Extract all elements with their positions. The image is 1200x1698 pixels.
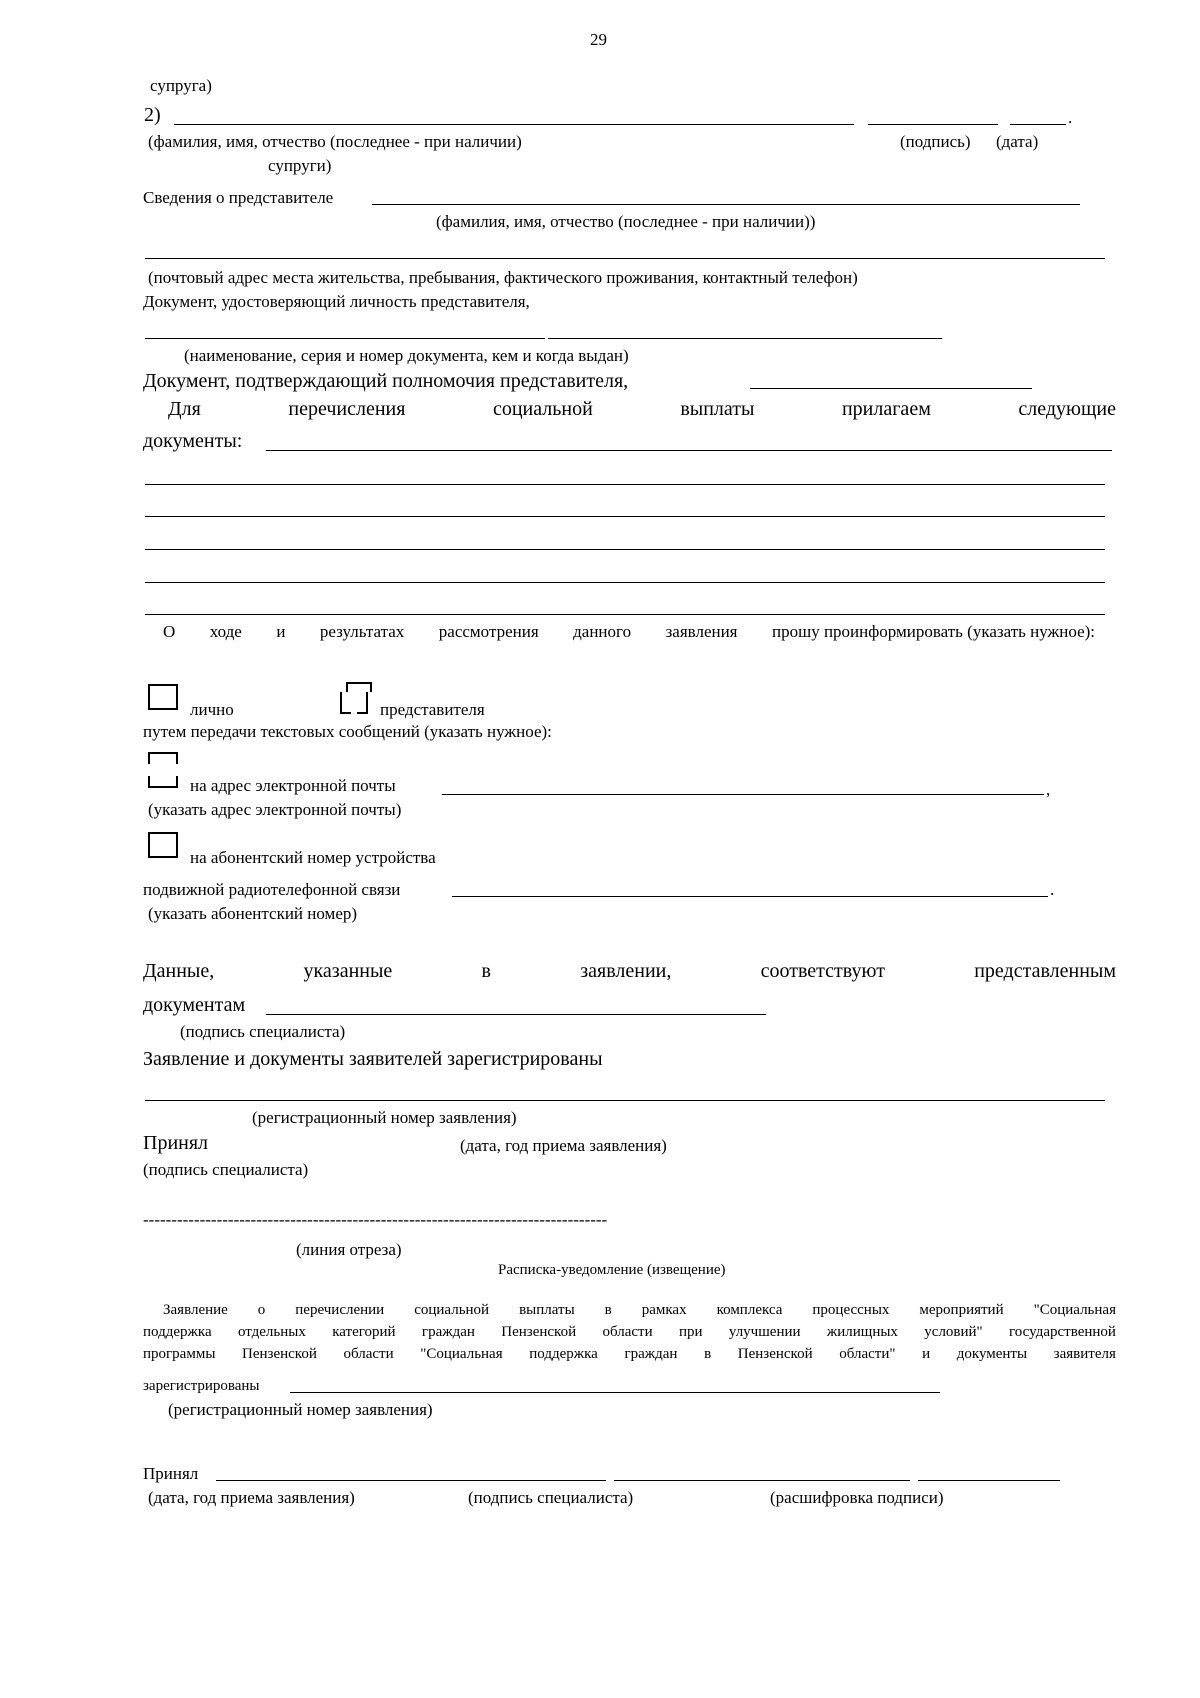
receipt-reg-caption: (регистрационный номер заявления) — [168, 1400, 433, 1419]
receipt-word: граждан — [421, 1324, 475, 1340]
phone-checkbox[interactable] — [148, 832, 178, 858]
spouse2-fio-line[interactable] — [174, 124, 854, 125]
inform-word: ходе — [209, 622, 242, 641]
inform-line — [163, 622, 1095, 642]
authority-doc-label: Документ, подтверждающий полномочия представителя, — [143, 370, 629, 392]
spouse2-sign-line[interactable] — [868, 124, 998, 125]
attach-word: прилагаем — [841, 398, 931, 420]
email-caption: (указать адрес электронной почты) — [148, 800, 402, 819]
inform-word: заявления — [665, 622, 738, 641]
attach-word: выплаты — [680, 398, 755, 420]
verify-word: Данные, — [143, 960, 215, 982]
receipt-word: и — [922, 1346, 931, 1362]
receipt-registered: зарегистрированы — [143, 1378, 260, 1394]
reg-number-caption: (регистрационный номер заявления) — [252, 1108, 517, 1127]
verification-line1 — [143, 960, 1116, 983]
receipt-word: государственной — [1009, 1324, 1116, 1340]
receipt-word: "Социальная — [1033, 1302, 1116, 1318]
receipt-reg-line-b[interactable] — [848, 1392, 940, 1393]
receipt-sign-line[interactable] — [614, 1480, 910, 1481]
receipt-sign-caption: (подпись специалиста) — [468, 1488, 634, 1507]
id-doc-line-b[interactable] — [548, 338, 942, 339]
verify-word: соответствуют — [760, 960, 885, 982]
inform-word: О — [163, 622, 176, 641]
receipt-word: программы — [143, 1346, 216, 1362]
receipt-title: Расписка-уведомление (извещение) — [498, 1262, 726, 1278]
attachments-line-5[interactable] — [145, 614, 1105, 615]
representative-fio-line[interactable] — [372, 204, 1080, 205]
email-checkbox[interactable] — [148, 752, 178, 788]
verification-documents: документам — [143, 994, 246, 1016]
reg-number-line[interactable] — [145, 1100, 1105, 1101]
receipt-word: жилищных — [826, 1324, 898, 1340]
accepted-label: Принял — [143, 1132, 209, 1154]
receipt-word: отдельных — [237, 1324, 306, 1340]
verify-word: указанные — [303, 960, 393, 982]
attachments-line-0[interactable] — [266, 450, 1112, 451]
accept-date-caption: (дата, год приема заявления) — [460, 1136, 667, 1155]
attachments-label: документы: — [143, 430, 243, 452]
receipt-word: "Социальная — [420, 1346, 503, 1362]
representative-checkbox-label: представителя — [380, 700, 485, 719]
phone-label-2: подвижной радиотелефонной связи — [143, 880, 401, 899]
receipt-line3 — [143, 1346, 1116, 1363]
inform-word: данного — [573, 622, 632, 641]
receipt-line1 — [163, 1302, 1116, 1319]
spouse2-date-line[interactable] — [1010, 124, 1066, 125]
phone-line[interactable] — [452, 896, 1048, 897]
representative-checkbox[interactable] — [340, 692, 368, 712]
attach-word: социальной — [492, 398, 593, 420]
verify-word: представленным — [974, 960, 1116, 982]
receipt-word: заявителя — [1053, 1346, 1116, 1362]
sign-caption: (подпись) — [900, 132, 971, 151]
email-line[interactable] — [442, 794, 1044, 795]
registered-label: Заявление и документы заявителей зарегистрированы — [143, 1048, 603, 1070]
authority-doc-line[interactable] — [750, 388, 1032, 389]
specialist-sign-line[interactable] — [266, 1014, 766, 1015]
spouse2-period: . — [1068, 108, 1073, 127]
receipt-date-line[interactable] — [216, 1480, 606, 1481]
receipt-word: процессных — [812, 1302, 890, 1318]
receipt-decode-caption: (расшифровка подписи) — [770, 1488, 944, 1507]
verify-word: в — [481, 960, 491, 982]
receipt-word: комплекса — [716, 1302, 783, 1318]
email-label: на адрес электронной почты — [190, 776, 396, 795]
receipt-word: области" — [839, 1346, 896, 1362]
inform-word: рассмотрения — [438, 622, 539, 641]
receipt-word: категорий — [332, 1324, 396, 1340]
id-doc-label: Документ, удостоверяющий личность представителя, — [143, 292, 530, 311]
receipt-word: о — [257, 1302, 266, 1318]
representative-address-line[interactable] — [145, 258, 1105, 259]
receipt-word: поддержка — [529, 1346, 598, 1362]
receipt-decode-line[interactable] — [918, 1480, 1060, 1481]
receipt-word: области — [343, 1346, 394, 1362]
receipt-word: поддержка — [143, 1324, 212, 1340]
inform-word: прошу проинформировать (указать нужное): — [772, 622, 1095, 641]
receipt-word: Пензенской — [242, 1346, 317, 1362]
representative-address-caption: (почтовый адрес места жительства, пребывания, фактического проживания, контактный телефон) — [148, 268, 858, 287]
fio-caption: (фамилия, имя, отчество (последнее - при наличии) — [148, 132, 522, 151]
receipt-line2 — [143, 1324, 1116, 1341]
attachments-line-2[interactable] — [145, 516, 1105, 517]
receipt-word: граждан — [624, 1346, 678, 1362]
receipt-word: в — [604, 1302, 612, 1318]
sms-label: путем передачи текстовых сообщений (указать нужное): — [143, 722, 552, 741]
id-doc-line-a[interactable] — [145, 338, 545, 339]
page-number: 29 — [590, 30, 607, 49]
receipt-word: улучшении — [728, 1324, 801, 1340]
receipt-word: в — [704, 1346, 712, 1362]
attach-word: следующие — [1018, 398, 1116, 420]
attachments-line-3[interactable] — [145, 549, 1105, 550]
receipt-word: области — [602, 1324, 653, 1340]
specialist-sign-caption: (подпись специалиста) — [180, 1022, 346, 1041]
accept-sign-caption: (подпись специалиста) — [143, 1160, 309, 1179]
receipt-word: Заявление — [163, 1302, 228, 1318]
spouse1-tail: супруга) — [150, 76, 212, 95]
attach-word: Для — [168, 398, 201, 420]
receipt-date-caption: (дата, год приема заявления) — [148, 1488, 355, 1507]
receipt-reg-line-a[interactable] — [290, 1392, 848, 1393]
spouse2-tail: супруги) — [268, 156, 332, 175]
spouse2-number: 2) — [144, 104, 161, 126]
receipt-word: рамках — [641, 1302, 687, 1318]
personally-checkbox[interactable] — [148, 684, 178, 710]
id-doc-caption: (наименование, серия и номер документа, кем и когда выдан) — [184, 346, 629, 365]
receipt-word: при — [678, 1324, 703, 1340]
receipt-word: мероприятий — [919, 1302, 1004, 1318]
attach-word: перечисления — [288, 398, 406, 420]
receipt-word: социальной — [414, 1302, 490, 1318]
receipt-word: перечислении — [295, 1302, 385, 1318]
inform-word: результатах — [319, 622, 405, 641]
attachments-line-1[interactable] — [145, 484, 1105, 485]
personally-label: лично — [190, 700, 234, 719]
receipt-word: Пензенской — [737, 1346, 813, 1362]
receipt-word: документы — [956, 1346, 1028, 1362]
inform-word: и — [276, 622, 286, 641]
cut-caption: (линия отреза) — [296, 1240, 402, 1259]
receipt-word: Пензенской — [501, 1324, 577, 1340]
receipt-word: выплаты — [519, 1302, 575, 1318]
phone-period: . — [1050, 880, 1055, 899]
date-caption: (дата) — [996, 132, 1039, 151]
representative-fio-caption: (фамилия, имя, отчество (последнее - при наличии)) — [436, 212, 816, 231]
receipt-accepted: Принял — [143, 1464, 199, 1483]
email-comma: , — [1046, 780, 1051, 799]
receipt-word: условий" — [924, 1324, 983, 1340]
representative-label: Сведения о представителе — [143, 188, 334, 207]
verify-word: заявлении, — [580, 960, 672, 982]
cut-line: ---------------------------------------------------------------------------------- — [143, 1210, 608, 1229]
phone-caption: (указать абонентский номер) — [148, 904, 358, 923]
attachments-line1 — [168, 398, 1116, 421]
phone-label: на абонентский номер устройства — [190, 848, 436, 867]
attachments-line-4[interactable] — [145, 582, 1105, 583]
